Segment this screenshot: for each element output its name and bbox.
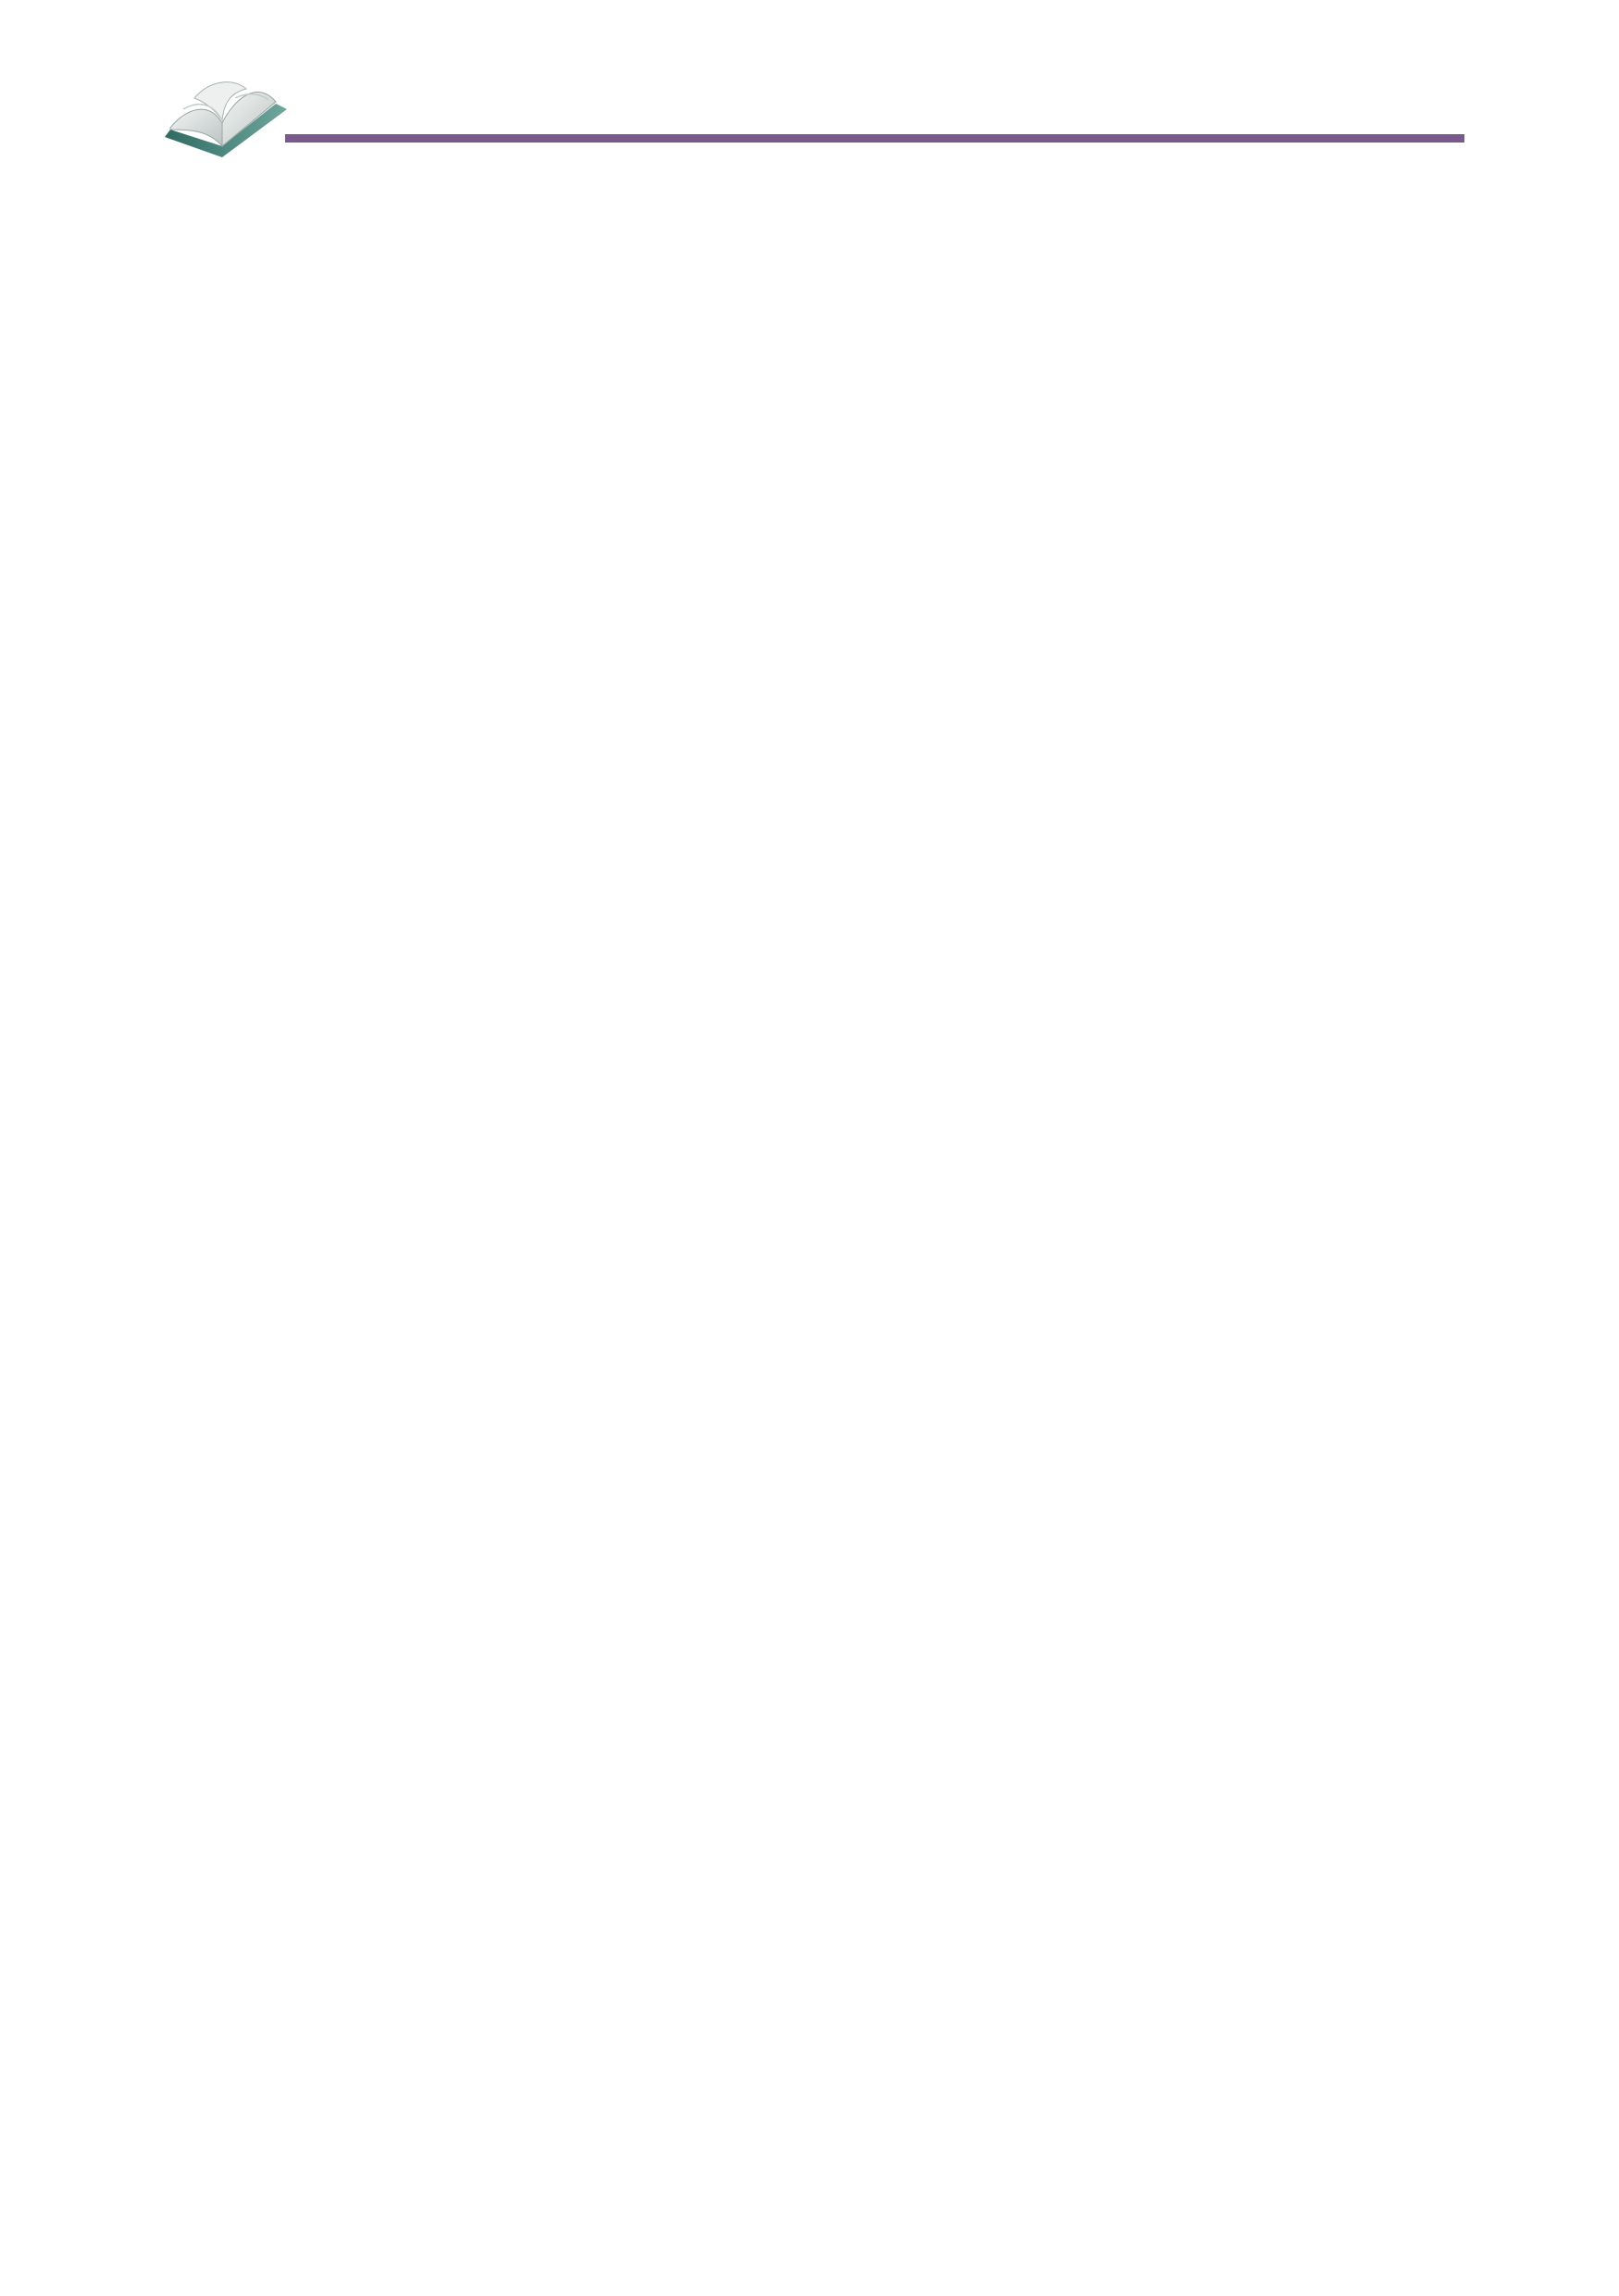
header-rule (285, 134, 1464, 143)
page-header (0, 0, 1619, 204)
open-book-icon (157, 72, 296, 165)
